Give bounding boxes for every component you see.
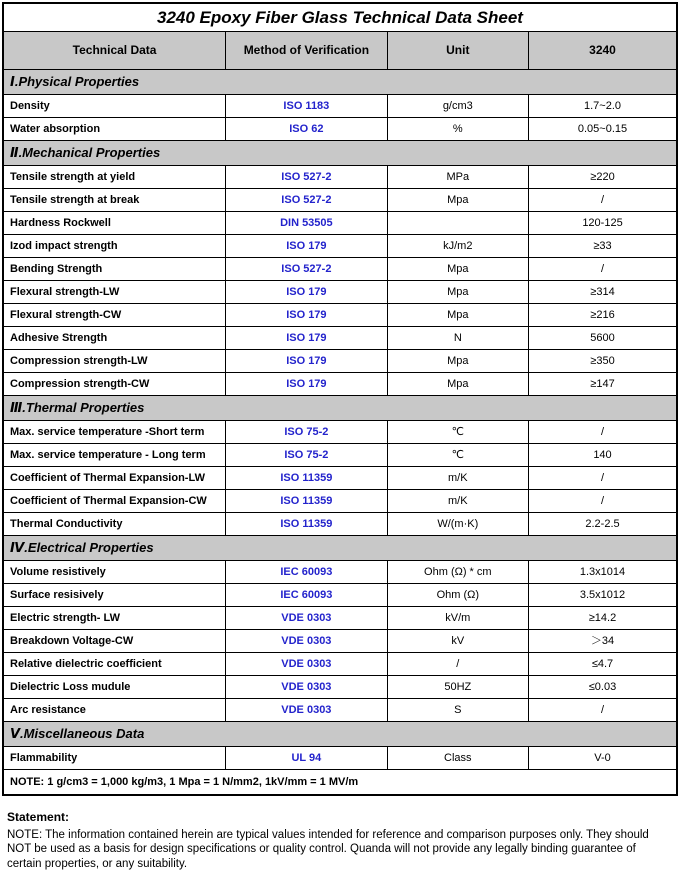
cell-method: IEC 60093 — [226, 561, 387, 584]
cell-method: IEC 60093 — [226, 584, 387, 607]
cell-property: Coefficient of Thermal Expansion-LW — [3, 467, 226, 490]
cell-property: Compression strength-CW — [3, 373, 226, 396]
cell-value: 140 — [529, 444, 678, 467]
table-row — [3, 561, 677, 584]
cell-unit: S — [387, 699, 528, 722]
cell-unit: Class — [387, 747, 528, 770]
cell-method: ISO 179 — [226, 350, 387, 373]
cell-property: Surface resisively — [3, 584, 226, 607]
cell-property: Water absorption — [3, 118, 226, 141]
table-row — [3, 444, 677, 467]
cell-value: V-0 — [529, 747, 678, 770]
section-heading: Ⅴ.Miscellaneous Data — [3, 722, 677, 747]
cell-unit: Mpa — [387, 258, 528, 281]
section-heading: Ⅱ.Mechanical Properties — [3, 141, 677, 166]
table-note: NOTE: 1 g/cm3 = 1,000 kg/m3, 1 Mpa = 1 N/mm2, 1kV/mm = 1 MV/m — [3, 770, 677, 796]
table-row — [3, 490, 677, 513]
table-row — [3, 630, 677, 653]
cell-property: Flammability — [3, 747, 226, 770]
cell-method: VDE 0303 — [226, 630, 387, 653]
page-title: 3240 Epoxy Fiber Glass Technical Data Sheet — [3, 3, 677, 32]
column-header-technical-data: Technical Data — [3, 32, 226, 70]
cell-value: ≥33 — [529, 235, 678, 258]
table-row — [3, 327, 677, 350]
title-row — [3, 3, 677, 32]
table-row — [3, 166, 677, 189]
cell-property: Dielectric Loss mudule — [3, 676, 226, 699]
cell-value: ≥314 — [529, 281, 678, 304]
cell-method: ISO 527-2 — [226, 258, 387, 281]
cell-property: Max. service temperature - Long term — [3, 444, 226, 467]
cell-property: Density — [3, 95, 226, 118]
table-row — [3, 699, 677, 722]
cell-property: Tensile strength at yield — [3, 166, 226, 189]
table-body — [3, 70, 677, 770]
cell-unit: g/cm3 — [387, 95, 528, 118]
table-row — [3, 676, 677, 699]
table-row — [3, 421, 677, 444]
cell-value: ≤0.03 — [529, 676, 678, 699]
cell-unit: Mpa — [387, 350, 528, 373]
cell-property: Relative dielectric coefficient — [3, 653, 226, 676]
cell-property: Volume resistively — [3, 561, 226, 584]
cell-value: ≥220 — [529, 166, 678, 189]
table-row — [3, 258, 677, 281]
table-row — [3, 373, 677, 396]
cell-value: / — [529, 699, 678, 722]
section-heading: Ⅳ.Electrical Properties — [3, 536, 677, 561]
table-row — [3, 281, 677, 304]
cell-method: ISO 527-2 — [226, 166, 387, 189]
cell-value: / — [529, 189, 678, 212]
cell-method: UL 94 — [226, 747, 387, 770]
cell-method: ISO 75-2 — [226, 421, 387, 444]
cell-property: Adhesive Strength — [3, 327, 226, 350]
cell-method: ISO 179 — [226, 281, 387, 304]
cell-property: Coefficient of Thermal Expansion-CW — [3, 490, 226, 513]
cell-value: 0.05~0.15 — [529, 118, 678, 141]
cell-unit: kV — [387, 630, 528, 653]
cell-method: ISO 527-2 — [226, 189, 387, 212]
cell-method: ISO 179 — [226, 327, 387, 350]
cell-unit: W/(m·K) — [387, 513, 528, 536]
column-header-unit: Unit — [387, 32, 528, 70]
cell-property: Arc resistance — [3, 699, 226, 722]
cell-value: 1.7~2.0 — [529, 95, 678, 118]
table-row — [3, 584, 677, 607]
cell-unit: Ohm (Ω) — [387, 584, 528, 607]
cell-method: ISO 75-2 — [226, 444, 387, 467]
section-heading-row — [3, 396, 677, 421]
cell-value: ＞34 — [529, 630, 678, 653]
cell-method: ISO 179 — [226, 304, 387, 327]
cell-method: VDE 0303 — [226, 699, 387, 722]
table-row — [3, 118, 677, 141]
cell-unit: kV/m — [387, 607, 528, 630]
cell-property: Breakdown Voltage-CW — [3, 630, 226, 653]
note-row — [3, 770, 677, 796]
section-heading: Ⅲ.Thermal Properties — [3, 396, 677, 421]
table-row — [3, 235, 677, 258]
table-row — [3, 95, 677, 118]
section-heading-row — [3, 722, 677, 747]
cell-method: ISO 11359 — [226, 467, 387, 490]
table-header-row — [3, 32, 677, 70]
cell-unit: 50HZ — [387, 676, 528, 699]
cell-method: VDE 0303 — [226, 676, 387, 699]
cell-unit: Mpa — [387, 189, 528, 212]
cell-property: Electric strength- LW — [3, 607, 226, 630]
cell-method: VDE 0303 — [226, 653, 387, 676]
cell-property: Flexural strength-CW — [3, 304, 226, 327]
cell-unit: m/K — [387, 490, 528, 513]
cell-value: ≥216 — [529, 304, 678, 327]
cell-property: Bending Strength — [3, 258, 226, 281]
cell-unit: Mpa — [387, 373, 528, 396]
table-row — [3, 304, 677, 327]
cell-property: Compression strength-LW — [3, 350, 226, 373]
cell-value: / — [529, 258, 678, 281]
cell-unit: Ohm (Ω) * cm — [387, 561, 528, 584]
cell-value: ≥350 — [529, 350, 678, 373]
cell-unit: MPa — [387, 166, 528, 189]
cell-unit: kJ/m2 — [387, 235, 528, 258]
cell-method: DIN 53505 — [226, 212, 387, 235]
cell-method: ISO 179 — [226, 235, 387, 258]
table-row — [3, 189, 677, 212]
cell-value: / — [529, 421, 678, 444]
table-row — [3, 467, 677, 490]
cell-unit: / — [387, 653, 528, 676]
column-header-3240: 3240 — [529, 32, 678, 70]
cell-value: 120-125 — [529, 212, 678, 235]
technical-data-table — [2, 2, 678, 796]
cell-property: Thermal Conductivity — [3, 513, 226, 536]
cell-property: Flexural strength-LW — [3, 281, 226, 304]
cell-method: ISO 179 — [226, 373, 387, 396]
section-heading-row — [3, 141, 677, 166]
cell-method: ISO 62 — [226, 118, 387, 141]
cell-unit: % — [387, 118, 528, 141]
cell-method: VDE 0303 — [226, 607, 387, 630]
cell-unit: ℃ — [387, 421, 528, 444]
table-row — [3, 747, 677, 770]
section-heading-row — [3, 70, 677, 95]
cell-property: Max. service temperature -Short term — [3, 421, 226, 444]
statement-heading: Statement: — [7, 810, 70, 824]
table-row — [3, 212, 677, 235]
statement-text: NOTE: The information contained herein are typical values intended for reference and comparison purposes only. They should NOT be used as a basis for design specifications or quality control. Quanda will not provide any legally binding guarantee of certain properties, or any suitability. — [7, 829, 649, 870]
cell-unit: m/K — [387, 467, 528, 490]
cell-value: 5600 — [529, 327, 678, 350]
cell-value: ≤4.7 — [529, 653, 678, 676]
cell-method: ISO 11359 — [226, 513, 387, 536]
cell-value: / — [529, 467, 678, 490]
table-row — [3, 607, 677, 630]
column-header-method-of-verification: Method of Verification — [226, 32, 387, 70]
table-row — [3, 350, 677, 373]
table-row — [3, 653, 677, 676]
cell-method: ISO 11359 — [226, 490, 387, 513]
cell-value: 3.5x1012 — [529, 584, 678, 607]
cell-value: 1.3x1014 — [529, 561, 678, 584]
cell-value: / — [529, 490, 678, 513]
section-heading-row — [3, 536, 677, 561]
cell-unit: Mpa — [387, 304, 528, 327]
cell-value: ≥14.2 — [529, 607, 678, 630]
cell-method: ISO 1183 — [226, 95, 387, 118]
cell-unit: N — [387, 327, 528, 350]
cell-unit: ℃ — [387, 444, 528, 467]
section-heading: Ⅰ.Physical Properties — [3, 70, 677, 95]
cell-unit: Mpa — [387, 281, 528, 304]
cell-property: Hardness Rockwell — [3, 212, 226, 235]
cell-value: ≥147 — [529, 373, 678, 396]
cell-property: Tensile strength at break — [3, 189, 226, 212]
cell-value: 2.2-2.5 — [529, 513, 678, 536]
cell-property: Izod impact strength — [3, 235, 226, 258]
table-row — [3, 513, 677, 536]
cell-unit — [387, 212, 528, 235]
